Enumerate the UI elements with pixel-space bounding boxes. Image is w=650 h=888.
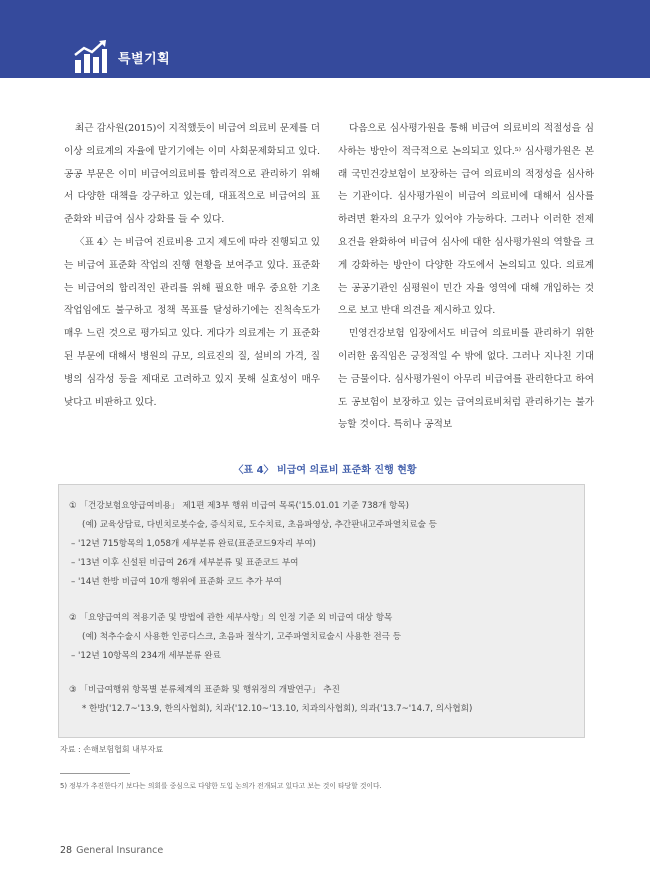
paragraph: 〈표 4〉는 비급여 진료비용 고지 제도에 따라 진행되고 있는 비급여 표준화 작업의 진행 현황을 보여주고 있다. 표준화는 비급여의 합리적인 관리를 위해 필요한 매우 중요한 기초 작업임에도 불구하고 정책 목표를 달성하기에는 진척속도가 매우 느린 것으로 평가되고 있다. 게다가 의료계는 기 표준화된 부문에 대해서 병원의 규모, 의료진의 질, 설비의 가격, 질병의 심각성 등을 제대로 고려하고 있지 못해 실효성이 매우 낮다고 비판하고 있다. (64, 236, 320, 408)
group-heading: ② 「요양급여의 적용기준 및 방법에 관한 세부사항」의 인정 기준 외 비급여 대상 항목 (69, 613, 393, 623)
group-line: – '13년 이후 신설된 비급여 26개 세부분류 및 표준코드 부여 (71, 558, 299, 568)
table-group (69, 609, 578, 666)
table-source: 자료 : 손해보험협회 내부자료 (60, 745, 164, 754)
group-line: – '12년 10항목의 234개 세부분류 완료 (71, 651, 221, 661)
footnote: 5) 정부가 추진한다기 보다는 의회를 중심으로 다양한 도입 논의가 전개되고 있다고 보는 것이 타당할 것이다. (60, 782, 382, 790)
table-group (69, 681, 578, 719)
paragraph: 최근 감사원(2015)이 지적했듯이 비급여 의료비 문제를 더 이상 의료계의 자율에 맡기기에는 이미 사회문제화되고 있다. 공공 부문은 이미 비급여의료비를 합리적으로 관리하기 위해서 다양한 대책을 강구하고 있는데, 대표적으로 비급여의 표준화와 비급여 심사 강화를 들 수 있다. (64, 123, 320, 226)
table-group (69, 497, 578, 592)
paragraph: 민영건강보험 입장에서도 비급여 의료비를 관리하기 위한 이러한 움직임은 긍정적일 수 밖에 없다. 그러나 지나친 기대는 금물이다. 심사평가원이 아무리 비급여를 관리한다고 하여도 공보험이 보장하고 있는 급여의료비처럼 관리하기는 불가능할 것이다. 특히나 공적보 (338, 328, 594, 431)
group-heading: ① 「건강보험요양급여비용」 제1편 제3부 행위 비급여 목록('15.01.01 기준 738개 항목) (69, 501, 409, 511)
group-line: – '14년 한방 비급여 10개 행위에 표준화 코드 추가 부여 (71, 577, 282, 587)
section-title: 특별기획 (118, 52, 171, 67)
page-number: 28 (60, 845, 73, 856)
table-title: 〈표 4〉 비급여 의료비 표준화 진행 현황 (233, 465, 417, 476)
publication-name: General Insurance (76, 845, 164, 856)
group-line: – '12년 715항목의 1,058개 세부분류 완료(표준코드9자리 부여) (71, 539, 316, 549)
group-line: (예) 교육상담료, 다빈치로봇수술, 증식치료, 도수치료, 초음파영상, 추간판내고주파열치료술 등 (82, 520, 437, 530)
group-line: (예) 척추수술시 사용한 인공디스크, 초음파 절삭기, 고주파열치료술시 사용한 전극 등 (82, 632, 402, 642)
section-banner (0, 0, 650, 78)
paragraph: 다음으로 심사평가원을 통해 비급여 의료비의 적절성을 심사하는 방안이 적극적으로 논의되고 있다.⁵⁾ 심사평가원은 본래 국민건강보험이 보장하는 급여 의료비의 적정성을 심사하는 기관이다. 심사평가원이 비급여 의료비에 대해서 심사를 하려면 환자의 요구가 있어야 가능하다. 그러나 이러한 전제 요건을 완화하여 비급여 심사에 대한 심사평가원의 역할을 크게 강화하는 방안이 다양한 각도에서 논의되고 있다. 의료계는 공공기관인 심평원이 민간 자율 영역에 대해 개입하는 것으로 보고 반대 의견을 제시하고 있다. (338, 123, 594, 317)
right-text-column (338, 118, 594, 437)
left-text-column (64, 118, 320, 414)
group-heading: ③ 「비급여행위 항목별 분류체계의 표준화 및 행위정의 개발연구」 추진 (69, 685, 340, 695)
bar-chart-rising-icon (72, 40, 108, 74)
group-line: * 한방('12.7~'13.9, 한의사협회), 치과('12.10~'13.10, 치과의사협회), 의과('13.7~'14.7, 의사협회) (82, 704, 473, 714)
table-box (58, 484, 585, 738)
footnote-divider (60, 773, 130, 774)
page-footer (60, 845, 163, 856)
